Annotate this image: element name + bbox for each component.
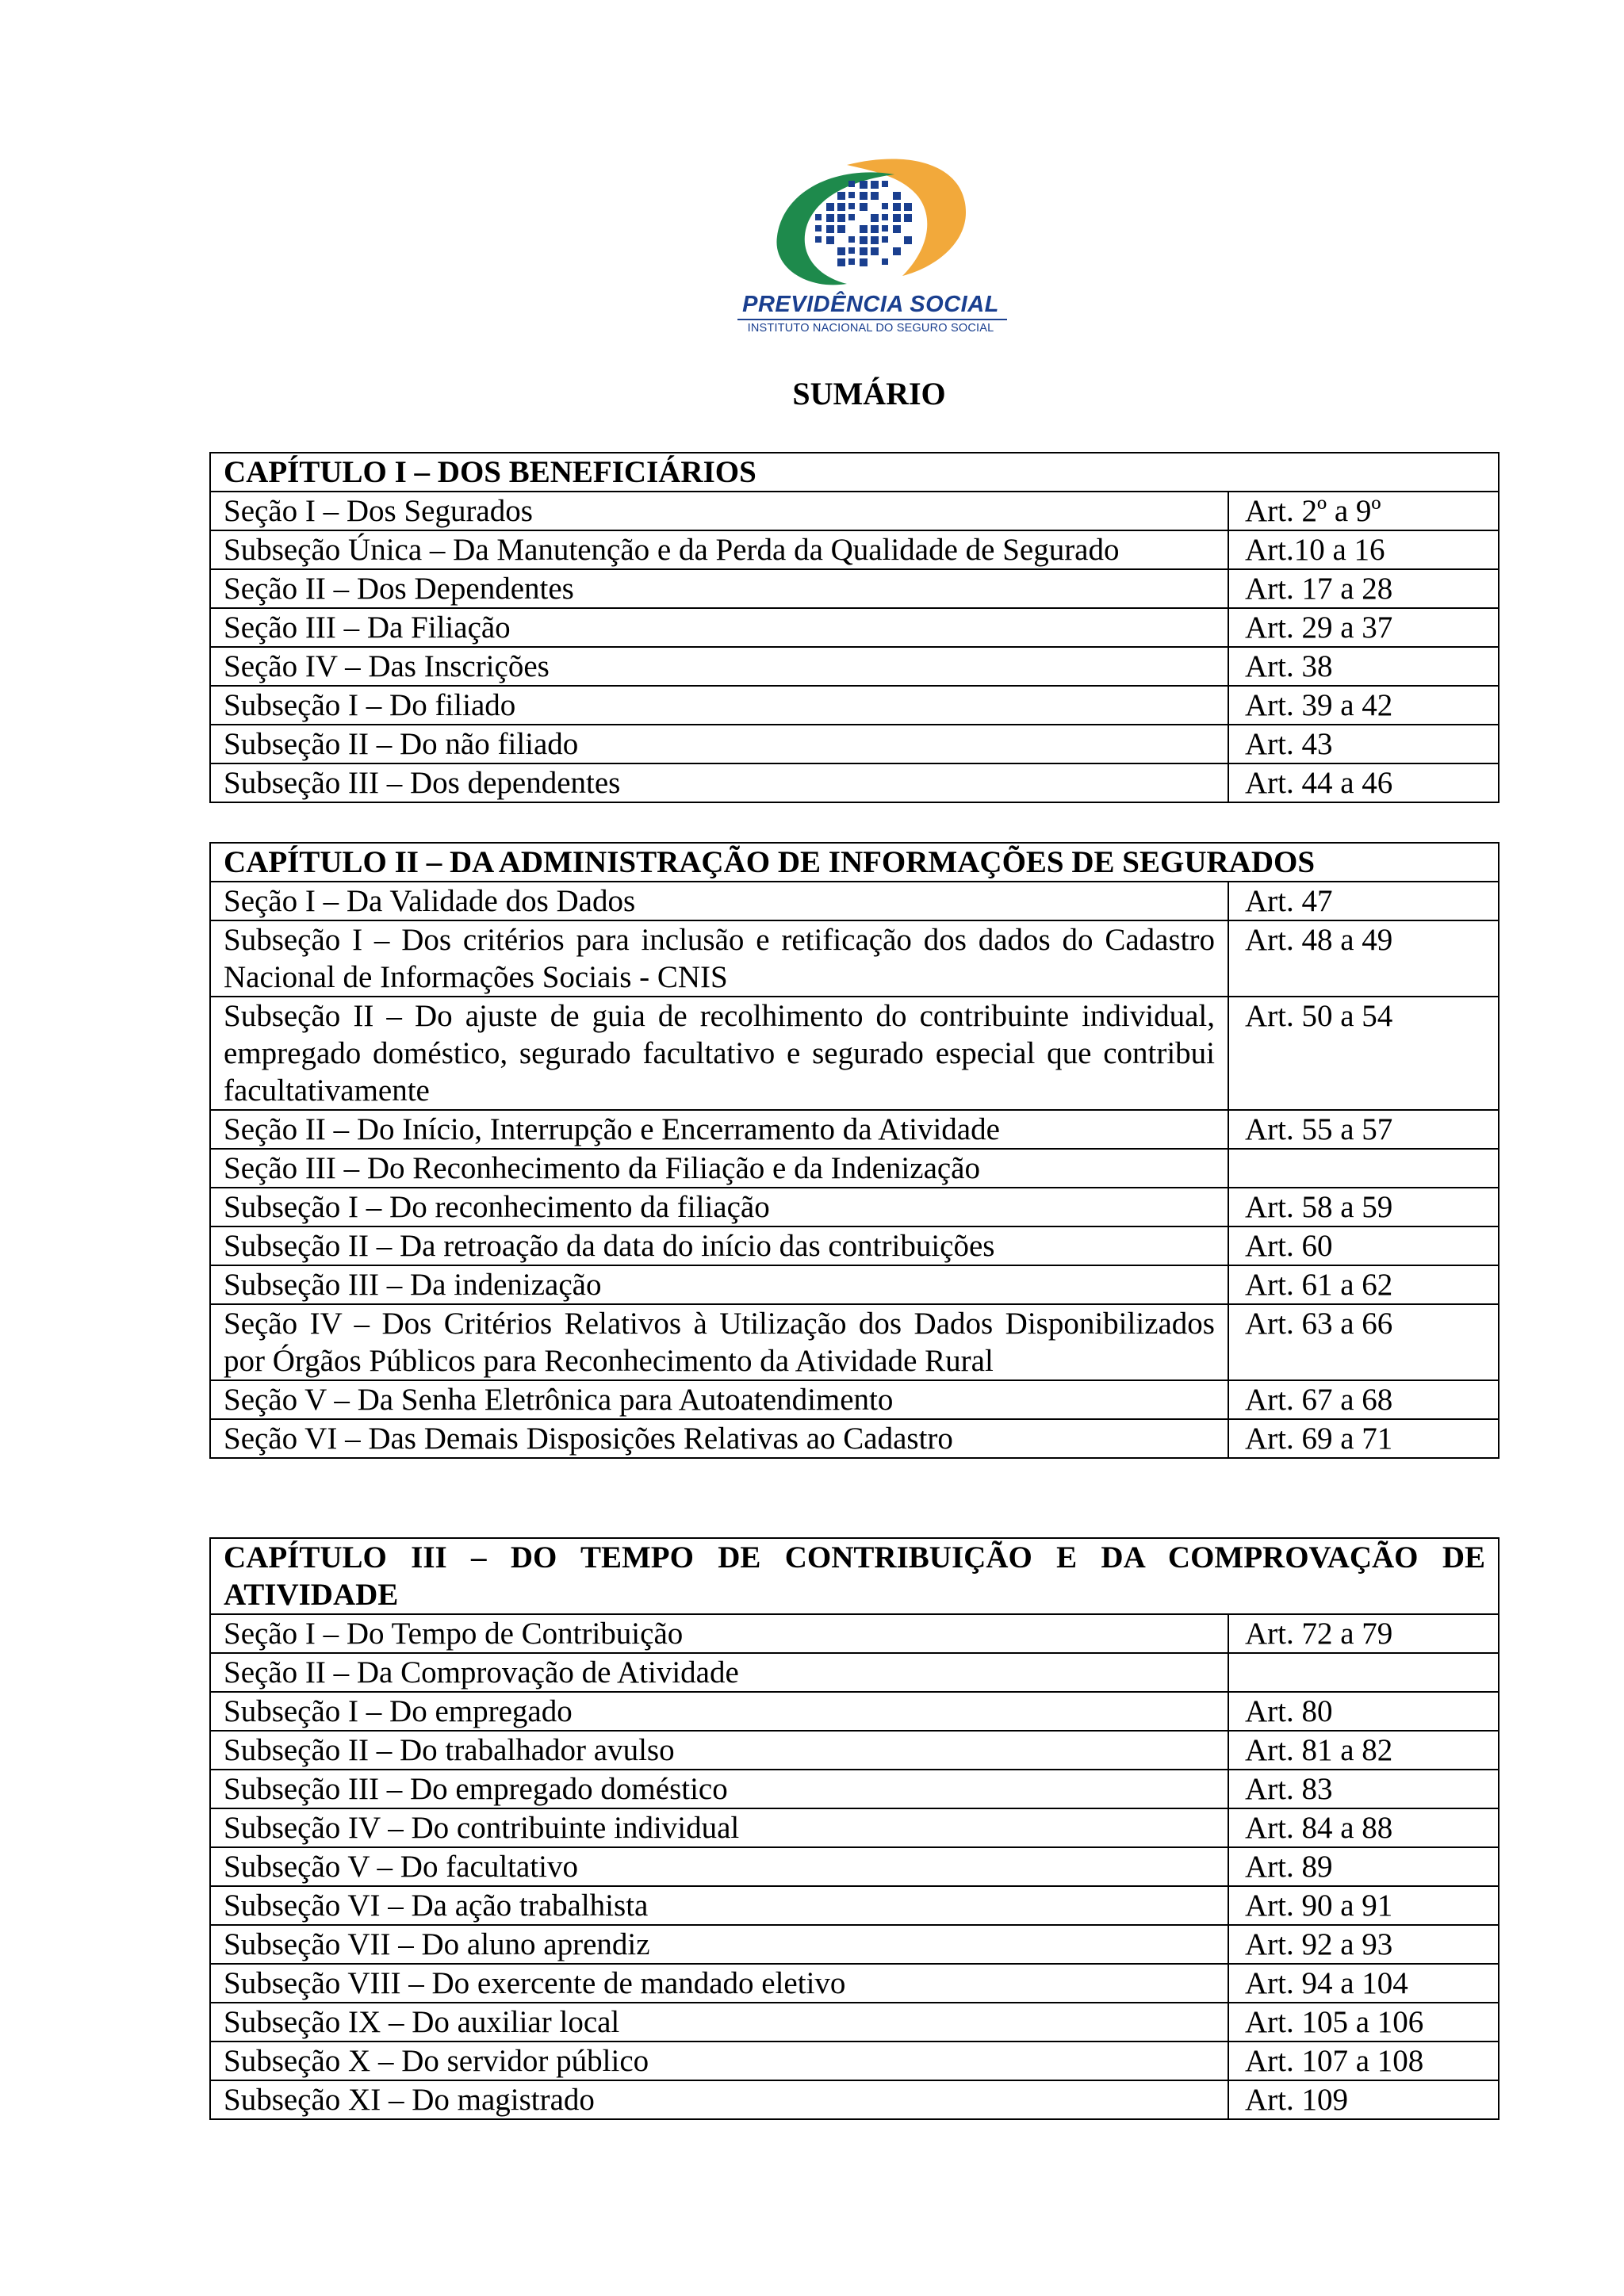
section-title: Seção I – Da Validade dos Dados xyxy=(210,882,1228,920)
chapter-heading: CAPÍTULO I – DOS BENEFICIÁRIOS xyxy=(210,453,1499,492)
article-range: Art. 44 a 46 xyxy=(1228,763,1499,802)
table-row xyxy=(210,1653,1499,1692)
table-row xyxy=(210,1265,1499,1304)
section-title: Subseção III – Do empregado doméstico xyxy=(210,1770,1228,1808)
logo-pixel xyxy=(848,258,855,265)
logo-pixel xyxy=(893,203,901,211)
logo-pixel xyxy=(882,258,888,265)
logo-pixel xyxy=(871,225,879,233)
chapter-heading-row xyxy=(210,453,1499,492)
table-row xyxy=(210,1847,1499,1886)
logo-pixel xyxy=(871,181,879,189)
article-range: Art. 58 a 59 xyxy=(1228,1188,1499,1226)
logo-divider xyxy=(737,319,1007,320)
logo-pixel xyxy=(893,247,901,255)
article-range xyxy=(1228,1149,1499,1188)
logo-pixel xyxy=(837,192,845,200)
table-row xyxy=(210,1692,1499,1731)
section-title: Subseção VI – Da ação trabalhista xyxy=(210,1886,1228,1925)
logo-pixel xyxy=(860,258,868,266)
table-row xyxy=(210,1808,1499,1847)
logo-pixel xyxy=(826,236,834,244)
article-range: Art. 92 a 93 xyxy=(1228,1925,1499,1964)
table-row xyxy=(210,997,1499,1110)
section-title: Seção I – Dos Segurados xyxy=(210,492,1228,530)
table-row xyxy=(210,608,1499,647)
logo-pixel xyxy=(860,192,868,200)
article-range: Art. 109 xyxy=(1228,2080,1499,2119)
chapter-heading: CAPÍTULO III – DO TEMPO DE CONTRIBUIÇÃO E DA COMPROVAÇÃO DE ATIVIDADE xyxy=(210,1538,1499,1614)
logo-pixel xyxy=(837,214,845,222)
article-range: Art.10 a 16 xyxy=(1228,530,1499,569)
article-range: Art. 81 a 82 xyxy=(1228,1731,1499,1770)
logo-pixel xyxy=(871,214,879,222)
article-range: Art. 29 a 37 xyxy=(1228,608,1499,647)
section-title: Subseção VIII – Do exercente de mandado eletivo xyxy=(210,1964,1228,2003)
section-title: Seção VI – Das Demais Disposições Relativas ao Cadastro xyxy=(210,1419,1228,1458)
section-title: Subseção II – Do trabalhador avulso xyxy=(210,1731,1228,1770)
table-row xyxy=(210,1964,1499,2003)
table-row xyxy=(210,1188,1499,1226)
logo-pixel xyxy=(837,203,845,211)
document-title: SUMÁRIO xyxy=(792,376,946,411)
logo-pixel xyxy=(815,225,822,232)
article-range: Art. 105 a 106 xyxy=(1228,2003,1499,2042)
logo-pixel xyxy=(882,214,888,220)
section-title: Subseção I – Do reconhecimento da filiação xyxy=(210,1188,1228,1226)
logo-pixel xyxy=(882,236,888,243)
logo-pixel xyxy=(882,225,888,232)
logo-title: PREVIDÊNCIA SOCIAL xyxy=(742,292,999,317)
logo-pixel xyxy=(893,192,901,200)
logo-pixel xyxy=(871,236,879,244)
logo-pixel xyxy=(860,236,868,244)
table-row xyxy=(210,920,1499,997)
logo-pixel xyxy=(860,203,868,211)
table-row xyxy=(210,763,1499,802)
previdencia-social-logo xyxy=(728,157,1013,347)
table-row xyxy=(210,1419,1499,1458)
article-range: Art. 39 a 42 xyxy=(1228,686,1499,725)
article-range: Art. 61 a 62 xyxy=(1228,1265,1499,1304)
section-title: Subseção X – Do servidor público xyxy=(210,2042,1228,2080)
chapter-heading-row xyxy=(210,843,1499,882)
article-range: Art. 69 a 71 xyxy=(1228,1419,1499,1458)
section-title: Subseção IX – Do auxiliar local xyxy=(210,2003,1228,2042)
logo-pixel xyxy=(882,203,888,209)
table-row xyxy=(210,1149,1499,1188)
chapter-3-table xyxy=(209,1537,1500,2120)
chapter-heading: CAPÍTULO II – DA ADMINISTRAÇÃO DE INFORMAÇÕES DE SEGURADOS xyxy=(210,843,1499,882)
table-row xyxy=(210,2080,1499,2119)
logo-pixel xyxy=(815,236,822,243)
article-range: Art. 84 a 88 xyxy=(1228,1808,1499,1847)
article-range xyxy=(1228,1653,1499,1692)
section-title: Subseção III – Dos dependentes xyxy=(210,763,1228,802)
section-title: Subseção I – Do empregado xyxy=(210,1692,1228,1731)
article-range: Art. 43 xyxy=(1228,725,1499,763)
article-range: Art. 67 a 68 xyxy=(1228,1380,1499,1419)
logo-pixel xyxy=(837,247,845,255)
section-title: Subseção I – Dos critérios para inclusão e retificação dos dados do Cadastro Nacional de Informações Sociais - CNIS xyxy=(210,920,1228,997)
table-row xyxy=(210,492,1499,530)
logo-pixel xyxy=(893,225,901,233)
table-row xyxy=(210,2042,1499,2080)
logo-subtitle: INSTITUTO NACIONAL DO SEGURO SOCIAL xyxy=(747,322,994,335)
article-range: Art. 17 a 28 xyxy=(1228,569,1499,608)
article-range: Art. 80 xyxy=(1228,1692,1499,1731)
logo-pixel xyxy=(904,214,912,222)
section-title: Subseção II – Do ajuste de guia de recolhimento do contribuinte individual, empregado doméstico, segurado facultativo e segurado especial que contribui facultativamente xyxy=(210,997,1228,1110)
section-title: Seção I – Do Tempo de Contribuição xyxy=(210,1614,1228,1653)
article-range: Art. 63 a 66 xyxy=(1228,1304,1499,1380)
section-title: Seção III – Do Reconhecimento da Filiação e da Indenização xyxy=(210,1149,1228,1188)
table-row xyxy=(210,686,1499,725)
logo-pixel xyxy=(848,236,855,243)
article-range: Art. 55 a 57 xyxy=(1228,1110,1499,1149)
article-range: Art. 89 xyxy=(1228,1847,1499,1886)
table-row xyxy=(210,1380,1499,1419)
table-row xyxy=(210,2003,1499,2042)
section-title: Seção V – Da Senha Eletrônica para Autoatendimento xyxy=(210,1380,1228,1419)
article-range: Art. 38 xyxy=(1228,647,1499,686)
logo-pixel xyxy=(860,247,868,255)
section-title: Subseção II – Da retroação da data do início das contribuições xyxy=(210,1226,1228,1265)
table-row xyxy=(210,1304,1499,1380)
section-title: Seção IV – Dos Critérios Relativos à Utilização dos Dados Disponibilizados por Órgãos Públicos para Reconhecimento da Atividade Rural xyxy=(210,1304,1228,1380)
chapter-2-table xyxy=(209,842,1500,1459)
table-row xyxy=(210,725,1499,763)
section-title: Subseção XI – Do magistrado xyxy=(210,2080,1228,2119)
logo-pixel xyxy=(871,247,879,255)
article-range: Art. 107 a 108 xyxy=(1228,2042,1499,2080)
table-row xyxy=(210,530,1499,569)
table-row xyxy=(210,569,1499,608)
section-title: Subseção IV – Do contribuinte individual xyxy=(210,1808,1228,1847)
article-range: Art. 60 xyxy=(1228,1226,1499,1265)
section-title: Seção II – Do Início, Interrupção e Encerramento da Atividade xyxy=(210,1110,1228,1149)
article-range: Art. 83 xyxy=(1228,1770,1499,1808)
logo-pixel xyxy=(848,214,855,220)
table-row xyxy=(210,882,1499,920)
article-range: Art. 2º a 9º xyxy=(1228,492,1499,530)
logo-pixel xyxy=(904,203,912,211)
logo-pixel xyxy=(893,214,901,222)
logo-pixel xyxy=(871,192,879,200)
logo-pixel xyxy=(848,192,855,198)
chapter-heading-row xyxy=(210,1538,1499,1614)
table-row xyxy=(210,1614,1499,1653)
logo-pixel xyxy=(837,258,845,266)
section-title: Seção IV – Das Inscrições xyxy=(210,647,1228,686)
article-range: Art. 48 a 49 xyxy=(1228,920,1499,997)
logo-emblem-icon xyxy=(728,157,1013,292)
logo-pixel xyxy=(826,214,834,222)
section-title: Seção III – Da Filiação xyxy=(210,608,1228,647)
section-title: Subseção VII – Do aluno aprendiz xyxy=(210,1925,1228,1964)
table-row xyxy=(210,1925,1499,1964)
section-title: Subseção III – Da indenização xyxy=(210,1265,1228,1304)
section-title: Subseção II – Do não filiado xyxy=(210,725,1228,763)
article-range: Art. 47 xyxy=(1228,882,1499,920)
logo-pixel xyxy=(860,181,868,189)
table-row xyxy=(210,1770,1499,1808)
article-range: Art. 72 a 79 xyxy=(1228,1614,1499,1653)
chapter-1-table xyxy=(209,452,1500,803)
article-range: Art. 90 a 91 xyxy=(1228,1886,1499,1925)
logo-pixel xyxy=(860,225,868,233)
article-range: Art. 94 a 104 xyxy=(1228,1964,1499,2003)
logo-pixel xyxy=(848,247,855,254)
logo-pixel xyxy=(882,181,888,187)
logo-pixel xyxy=(826,225,834,233)
logo-pixel xyxy=(826,203,834,211)
logo-pixel xyxy=(815,214,822,220)
table-row xyxy=(210,647,1499,686)
table-row xyxy=(210,1886,1499,1925)
article-range: Art. 50 a 54 xyxy=(1228,997,1499,1110)
logo-pixel xyxy=(848,203,855,209)
section-title: Seção II – Dos Dependentes xyxy=(210,569,1228,608)
table-row xyxy=(210,1731,1499,1770)
section-title: Subseção V – Do facultativo xyxy=(210,1847,1228,1886)
logo-pixel xyxy=(848,181,855,187)
section-title: Subseção Única – Da Manutenção e da Perda da Qualidade de Segurado xyxy=(210,530,1228,569)
table-row xyxy=(210,1110,1499,1149)
table-row xyxy=(210,1226,1499,1265)
logo-pixel xyxy=(837,225,845,233)
logo-pixel xyxy=(904,236,912,244)
section-title: Subseção I – Do filiado xyxy=(210,686,1228,725)
section-title: Seção II – Da Comprovação de Atividade xyxy=(210,1653,1228,1692)
